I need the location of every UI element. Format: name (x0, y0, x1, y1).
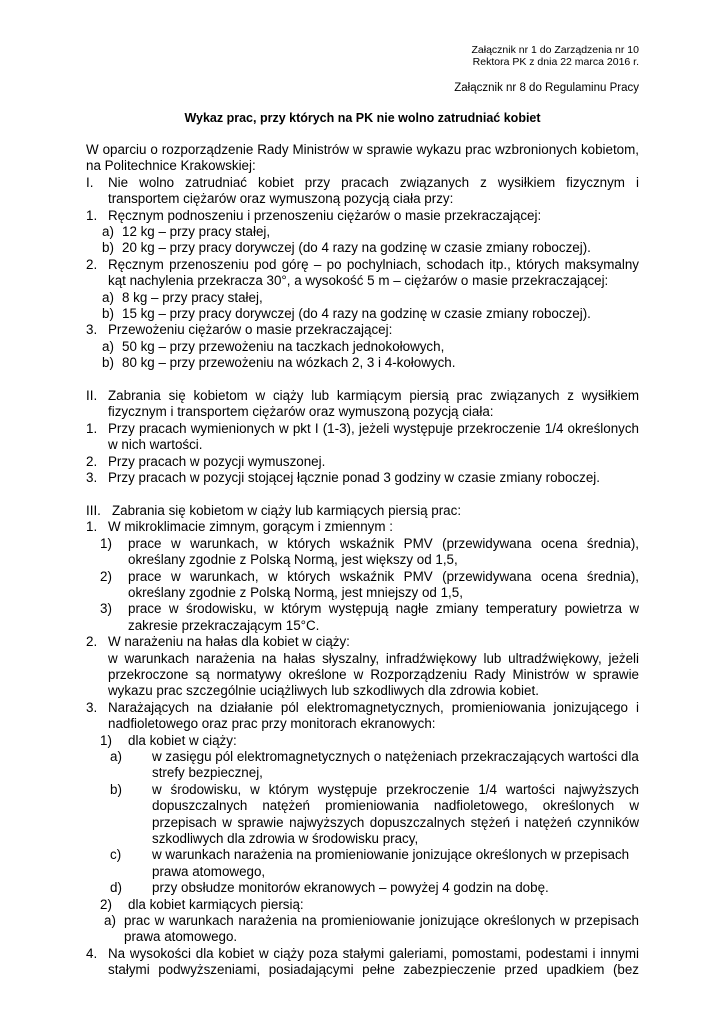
document-body (86, 142, 639, 979)
list-subitem: b) 15 kg – przy pracy dorywczej (do 4 razy na godzinę w czasie zmiany roboczej). (102, 306, 591, 322)
list-item: 2. Ręcznym przenoszeniu pod górę – po pochylniach, schodach itp., których maksymalny kąt nachylenia przekracza 30°, a wysokość 5 m – ciężarów o masie przekraczającej: (86, 256, 639, 289)
list-subsubitem: b) w środowisku, w którym występuje przekroczenie 1/4 wartości najwyższych dopuszczalnych natężeń promieniowania nadfioletowego, określonych w przepisach w sprawie najwyższych dopuszczalnych stężeń i natężeń czynników szkodliwych dla zdrowia w środowisku pracy, (110, 781, 639, 847)
attachment-header (471, 44, 639, 68)
section-2-number: II. (86, 388, 98, 404)
regulation-attachment-note: Załącznik nr 8 do Regulaminu Pracy (454, 82, 639, 94)
list-subitem: 2) prace w warunkach, w których wskaźnik PMV (przewidywana ocena średnia), określany zgodnie z Polską Normą, jest mniejszy od 1,5, (100, 568, 639, 600)
list-subitem: 2) dla kobiet karmiących piersią: (100, 896, 304, 912)
list-subitem: 1) prace w warunkach, w których wskaźnik PMV (przewidywana ocena średnia), określany zgodnie z Polską Normą, jest większy od 1,5, (100, 535, 639, 568)
list-item: 3. Przewożeniu ciężarów o masie przekraczającej: (86, 322, 393, 338)
list-subitem: 3) prace w środowisku, w którym występują nagłe zmiany temperatury powietrza w zakresie przekraczającym 15°C. (100, 601, 639, 633)
list-subitem: a) 8 kg – przy pracy stałej, (102, 289, 263, 305)
section-1-text: Nie wolno zatrudniać kobiet przy pracach związanych z wysiłkiem fizycznym i transportem ciężarów oraz wymuszoną pozycją ciała przy: (108, 174, 639, 207)
section-2 (86, 388, 639, 421)
header-line-2: Rektora PK z dnia 22 marca 2016 r. (472, 56, 639, 68)
page-title: Wykaz prac, przy których na PK nie wolno zatrudniać kobiet (184, 111, 541, 125)
list-subitem: b) 20 kg – przy pracy dorywczej (do 4 razy na godzinę w czasie zmiany roboczej). (102, 240, 591, 256)
list-item: 1. W mikroklimacie zimnym, gorącym i zmiennym : (86, 519, 393, 535)
list-item: 4. Na wysokości dla kobiet w ciąży poza stałymi galeriami, pomostami, podestami i innymi stałymi podwyższeniami, posiadającymi pełne zabezpieczenie przed upadkiem (bez (86, 945, 639, 978)
list-subitem: 1) dla kobiet w ciąży: (100, 732, 237, 748)
list-item: 2. W narażeniu na hałas dla kobiet w ciąży: (86, 634, 350, 650)
list-subitem: a) 12 kg – przy pracy stałej, (102, 224, 271, 240)
header-line-1: Załącznik nr 1 do Zarządzenia nr 10 (471, 44, 639, 56)
section-1-number: I. (86, 174, 94, 190)
list-subsubitem: a) w zasięgu pól elektromagnetycznych o natężeniach przekraczających wartości dla strefy bezpiecznej, (110, 749, 639, 781)
list-subsubitem: d) przy obsłudze monitorów ekranowych – powyżej 4 godzin na dobę. (110, 880, 549, 896)
list-item: 3. Narażających na działanie pól elektromagnetycznych, promieniowania jonizującego i nadfioletowego oraz prac przy monitorach ekranowych: (86, 699, 639, 732)
section-2-text: Zabrania się kobietom w ciąży lub karmiącym piersią prac związanych z wysiłkiem fizycznym i transportem ciężarów oraz wymuszoną pozycją ciała: (108, 388, 639, 420)
list-subsubitem: c) w warunkach narażenia na promieniowanie jonizujące określonych w przepisach prawa atomowego, (110, 847, 630, 879)
list-item-continuation: w warunkach narażenia na hałas słyszalny, infradźwiękowy lub ultradźwiękowy, jeżeli przekroczone są normatywy określone w Rozporządzeniu Rady Ministrów w sprawie wykazu prac szczególnie uciążliwych lub szkodliwych dla zdrowia kobiet. (108, 650, 639, 699)
section-3-number: III. (86, 502, 101, 518)
list-item: 3. Przy pracach w pozycji stojącej łącznie ponad 3 godziny w czasie zmiany roboczej. (86, 470, 600, 486)
section-3-text: Zabrania się kobietom w ciąży lub karmiących piersią prac: (112, 502, 462, 518)
list-item: 1. Ręcznym podnoszeniu i przenoszeniu ciężarów o masie przekraczającej: (86, 207, 542, 223)
list-item: 1. Przy pracach wymienionych w pkt I (1-3), jeżeli występuje przekroczenie 1/4 określonych w nich wartości. (86, 420, 639, 453)
section-3 (86, 503, 639, 519)
list-subitem: b) 80 kg – przy przewożeniu na wózkach 2, 3 i 4-kołowych. (102, 355, 456, 371)
list-subitem: a) 50 kg – przy przewożeniu na taczkach jednokołowych, (102, 338, 445, 354)
intro-paragraph: W oparciu o rozporządzenie Rady Ministrów w sprawie wykazu prac wzbronionych kobietom, na Politechnice Krakowskiej: (86, 142, 639, 174)
section-1 (86, 175, 639, 208)
list-item: 2. Przy pracach w pozycji wymuszonej. (86, 453, 326, 469)
list-subsubitem: a) prac w warunkach narażenia na promieniowanie jonizujące określonych w przepisach prawa atomowego. (104, 913, 639, 945)
